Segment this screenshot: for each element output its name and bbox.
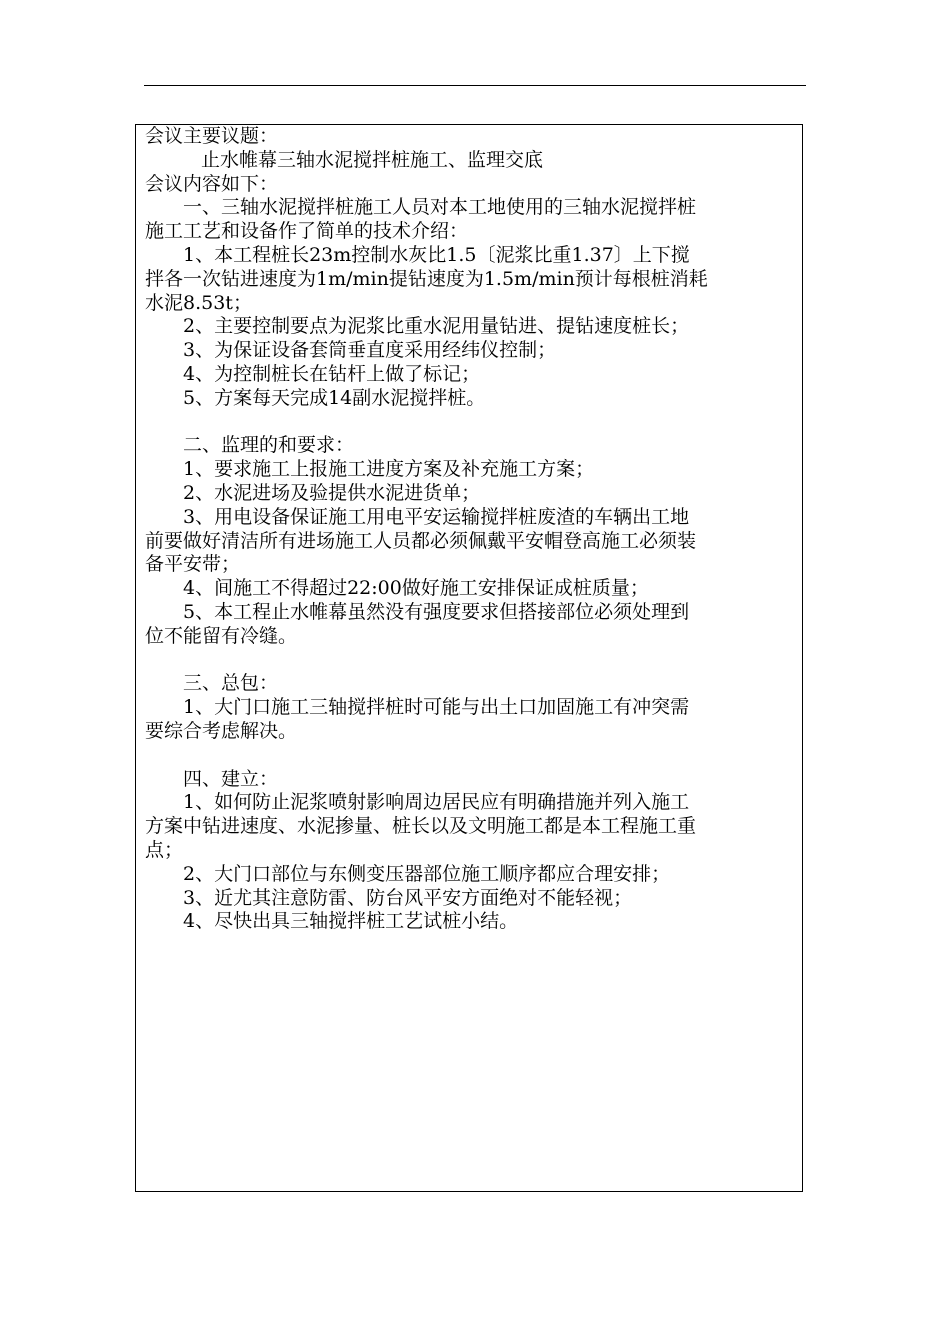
- blank-line: [145, 649, 801, 673]
- text-line: 止水帷幕三轴水泥搅拌桩施工、监理交底: [201, 148, 544, 171]
- text-line: 方案中钻进速度、水泥掺量、桩长以及文明施工都是本工程施工重: [145, 815, 697, 838]
- text-line: 前要做好清洁所有进场施工人员都必须佩戴平安帽登高施工必须装: [145, 529, 697, 552]
- text-line: 会议主要议题：: [145, 125, 279, 147]
- text-line: 1、要求施工上报施工进度方案及补充施工方案；: [183, 458, 595, 481]
- text-line: 2、大门口部位与东侧变压器部位施工顺序都应合理安排；: [183, 862, 671, 885]
- text-line: 3、为保证设备套筒垂直度采用经纬仪控制；: [183, 339, 557, 362]
- meeting-minutes-content: [145, 125, 801, 934]
- text-line: 二、监理的和要求：: [183, 434, 355, 457]
- text-line: 水泥8.53t；: [145, 291, 252, 314]
- text-line: 四、建立：: [183, 767, 279, 790]
- text-line: 拌各一次钻进速度为1m/min提钻速度为1.5m/min预计每根桩消耗: [145, 267, 708, 290]
- text-line: 2、水泥进场及验提供水泥进货单；: [183, 481, 481, 504]
- text-line: 2、主要控制要点为泥浆比重水泥用量钻进、提钻速度桩长；: [183, 315, 690, 338]
- text-line: 5、方案每天完成14副水泥搅拌桩。: [183, 386, 486, 409]
- meeting-minutes-box: [135, 124, 803, 1192]
- text-line: 要综合考虑解决。: [145, 719, 298, 742]
- text-line: 3、用电设备保证施工用电平安运输搅拌桩废渣的车辆出工地: [183, 505, 690, 528]
- text-line: 施工工艺和设备作了简单的技术介绍：: [145, 220, 469, 243]
- blank-line: [145, 744, 801, 768]
- text-line: 1、本工程桩长23m控制水灰比1.5〔泥浆比重1.37〕上下搅: [183, 243, 690, 266]
- text-line: 3、近尤其注意防雷、防台风平安方面绝对不能轻视；: [183, 886, 633, 909]
- text-line: 4、尽快出具三轴搅拌桩工艺试桩小结。: [183, 910, 519, 933]
- text-line: 1、如何防止泥浆喷射影响周边居民应有明确措施并列入施工: [183, 791, 690, 814]
- text-line: 点；: [145, 838, 184, 861]
- text-line: 位不能留有冷缝。: [145, 624, 298, 647]
- text-line: 5、本工程止水帷幕虽然没有强度要求但搭接部位必须处理到: [183, 600, 690, 623]
- blank-line: [145, 411, 801, 435]
- text-line: 4、为控制桩长在钻杆上做了标记；: [183, 362, 481, 385]
- header-rule: [144, 85, 806, 86]
- text-line: 备平安带；: [145, 553, 241, 576]
- text-line: 三、总包：: [183, 672, 279, 695]
- text-line: 会议内容如下：: [145, 172, 279, 195]
- text-line: 4、间施工不得超过22:00做好施工安排保证成桩质量；: [183, 577, 649, 600]
- text-line: 1、大门口施工三轴搅拌桩时可能与出土口加固施工有冲突需: [183, 696, 690, 719]
- text-line: 一、三轴水泥搅拌桩施工人员对本工地使用的三轴水泥搅拌桩: [183, 196, 697, 219]
